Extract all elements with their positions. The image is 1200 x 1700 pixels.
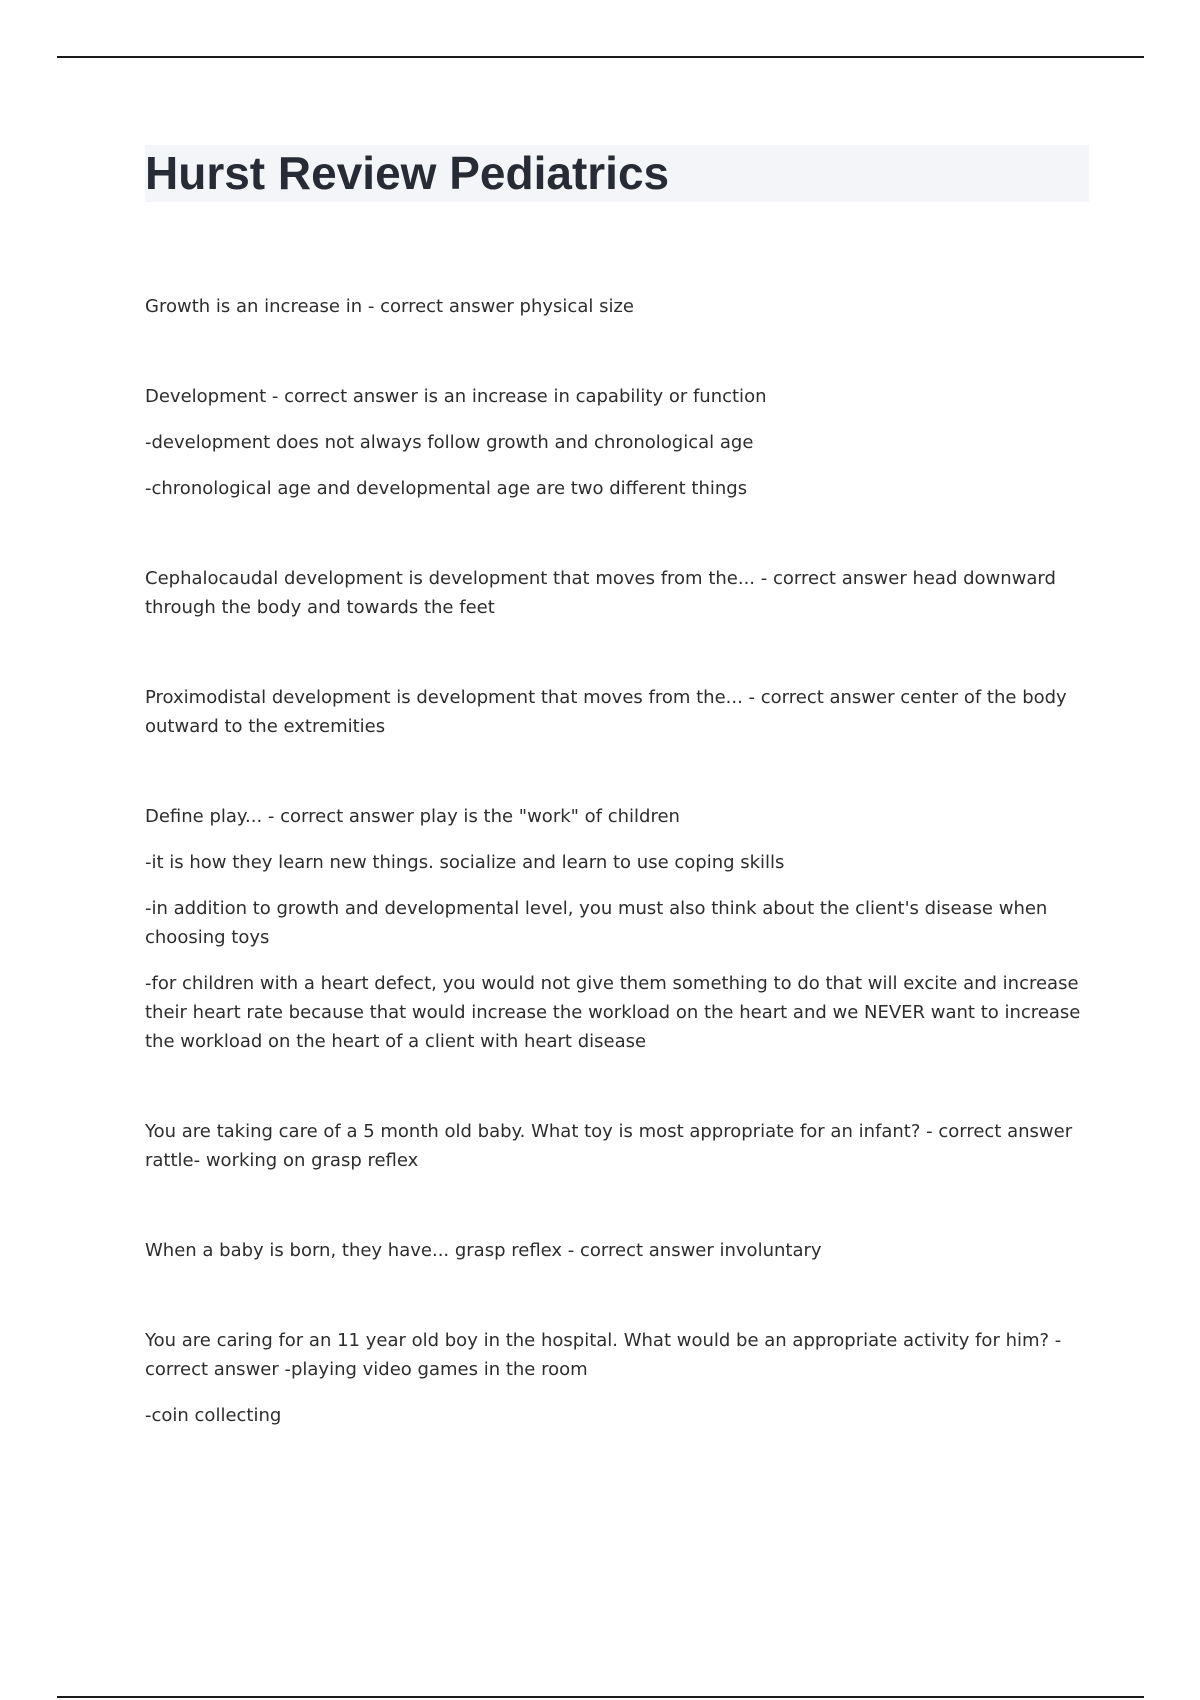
entry-line: -development does not always follow growth and chronological age [145, 432, 754, 453]
document-title: Hurst Review Pediatrics [145, 147, 670, 199]
qa-entry [145, 1326, 1095, 1430]
qa-entry [145, 564, 1095, 622]
entry-line: -in addition to growth and developmental level, you must also think about the client's disease when choosing toys [145, 898, 1048, 948]
qa-entry [145, 382, 1095, 503]
qa-entry [145, 683, 1095, 741]
entry-line: Proximodistal development is development that moves from the... - correct answer center of the body outward to the extremities [145, 687, 1067, 737]
entry-line: Cephalocaudal development is development that moves from the... - correct answer head downward through the body and towards the feet [145, 568, 1056, 618]
qa-entry [145, 802, 1095, 1056]
qa-entry [145, 292, 1095, 321]
top-rule [57, 56, 1144, 58]
entry-line: -coin collecting [145, 1405, 282, 1426]
entry-line: Growth is an increase in - correct answer physical size [145, 296, 634, 317]
entry-line: Development - correct answer is an increase in capability or function [145, 386, 767, 407]
entry-line: -it is how they learn new things. socialize and learn to use coping skills [145, 852, 785, 873]
qa-entry [145, 1117, 1095, 1175]
entry-line: -for children with a heart defect, you would not give them something to do that will excite and increase their heart rate because that would increase the workload on the heart and we NEVER want to increase the workload on the heart of a client with heart disease [145, 973, 1081, 1052]
bottom-rule [57, 1696, 1144, 1698]
document-body [145, 292, 1095, 1491]
entry-line: -chronological age and developmental age are two different things [145, 478, 748, 499]
entry-line: When a baby is born, they have... grasp reflex - correct answer involuntary [145, 1240, 822, 1261]
entry-line: Define play... - correct answer play is the "work" of children [145, 806, 680, 827]
qa-entry [145, 1236, 1095, 1265]
entry-line: You are taking care of a 5 month old baby. What toy is most appropriate for an infant? - correct answer rattle- working on grasp reflex [145, 1121, 1073, 1171]
entry-line: You are caring for an 11 year old boy in the hospital. What would be an appropriate activity for him? - correct answer -playing video games in the room [145, 1330, 1062, 1380]
